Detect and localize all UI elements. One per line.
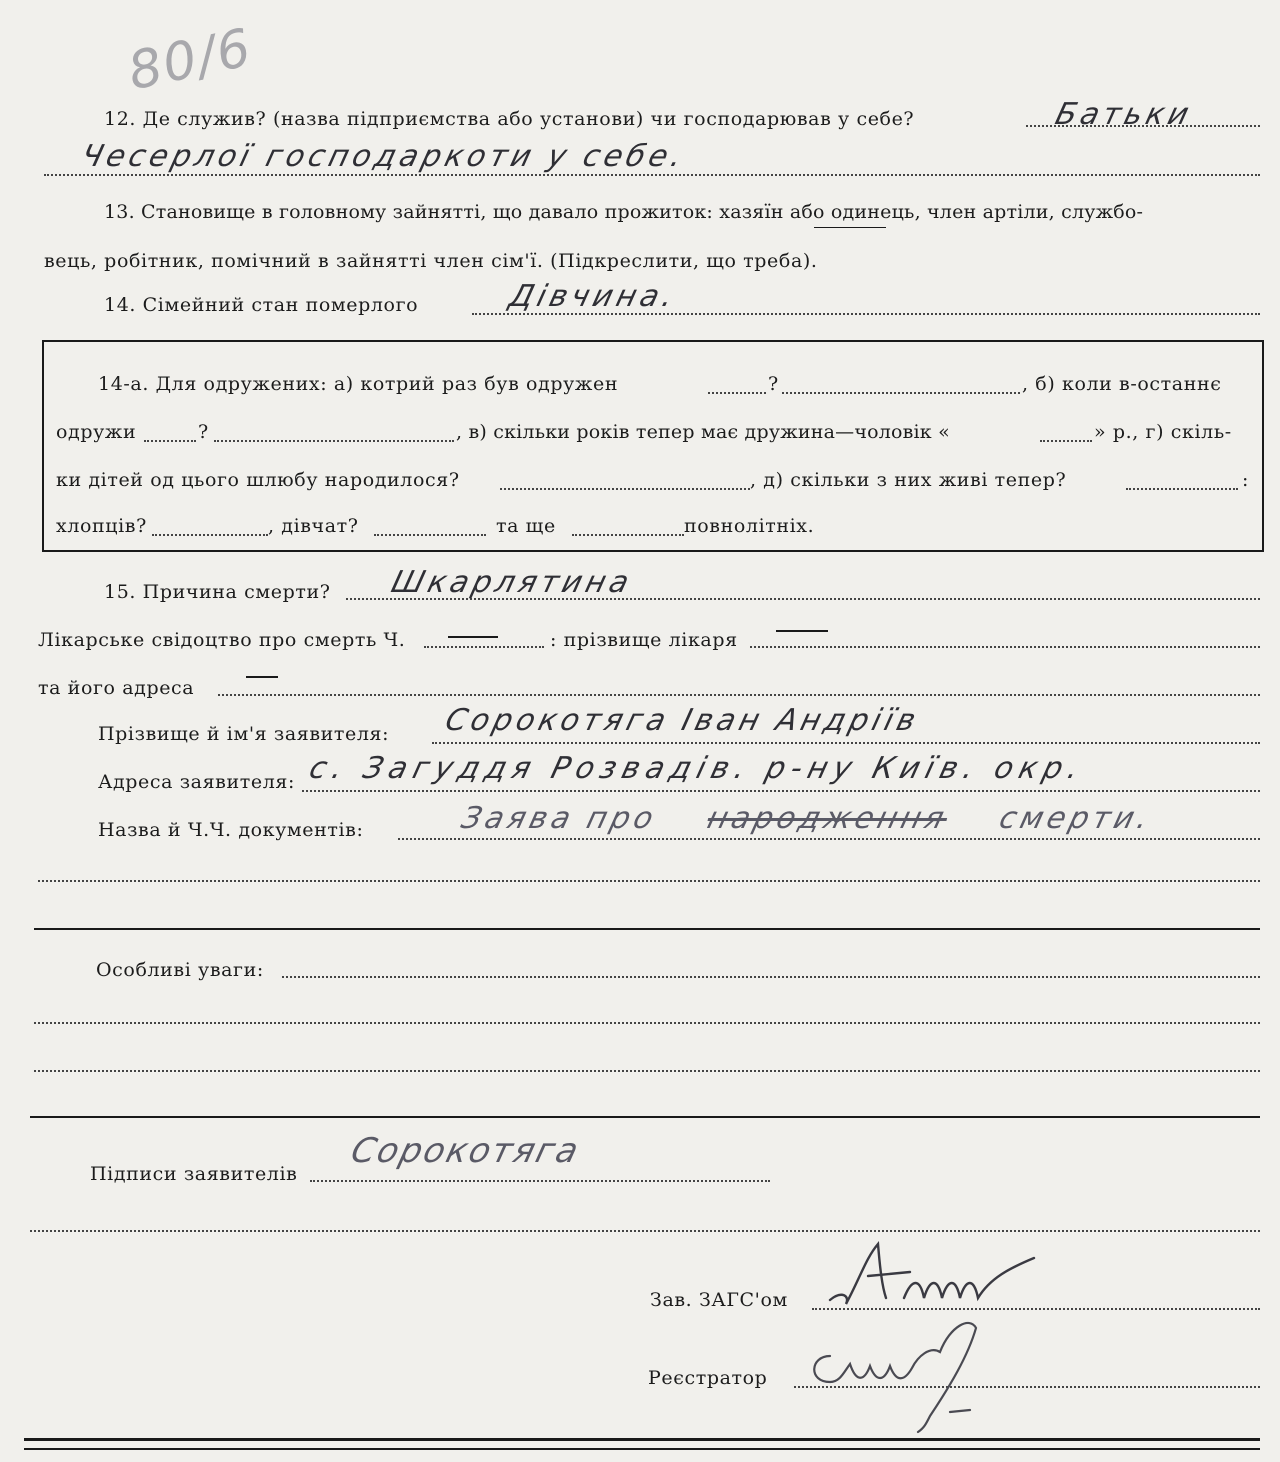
head-zags-label: Зав. ЗАГС'ом bbox=[650, 1289, 788, 1311]
q14a-line3-b: , д) скільки з них живі тепер? bbox=[750, 469, 1067, 491]
documents-value-struck: народження bbox=[703, 801, 952, 836]
cert-label: Лікарське свідоцтво про смерть Ч. bbox=[38, 629, 406, 651]
q13-line-1: 13. Становище в головному зайнятті, що давало прожиток: хазяїн або одинець, член артіли, службо- bbox=[104, 201, 1144, 223]
registrar-label: Реєстратор bbox=[648, 1367, 768, 1389]
applicant-address-value: с. Загуддя Розвадів. р-ну Київ. окр. bbox=[305, 751, 1089, 786]
applicant-name-line[interactable] bbox=[432, 742, 1260, 744]
bottom-rule-2 bbox=[24, 1448, 1260, 1450]
q15-label: 15. Причина смерти? bbox=[104, 581, 331, 603]
khaziain-underline bbox=[814, 227, 886, 228]
bottom-rule-1 bbox=[24, 1438, 1260, 1441]
applicant-signatures-label: Підписи заявителів bbox=[90, 1163, 298, 1185]
q14-label: 14. Сімейний стан померлого bbox=[104, 294, 419, 316]
q14a-children-born[interactable] bbox=[500, 488, 750, 490]
q12-answer-line-2[interactable] bbox=[44, 174, 1260, 176]
q14a-children-alive[interactable] bbox=[1126, 488, 1238, 490]
married-section-box bbox=[42, 340, 1264, 552]
q14a-girls[interactable] bbox=[374, 534, 486, 536]
q14a-line4-c: та ще bbox=[496, 515, 556, 537]
q14-answer: Дівчина. bbox=[505, 279, 681, 314]
documents-line[interactable] bbox=[398, 838, 1260, 840]
documents-value-2: смерти. bbox=[995, 801, 1156, 836]
documents-value-1: Заява про bbox=[457, 801, 661, 836]
q14a-times-married[interactable] bbox=[708, 392, 766, 394]
doctor-label: : прізвище лікаря bbox=[550, 629, 738, 651]
doctor-address-label: та його адреса bbox=[38, 677, 195, 699]
q14a-line1-b: ? bbox=[768, 373, 779, 395]
doctor-address-line[interactable] bbox=[218, 694, 1260, 696]
q14a-line4-a: хлопців? bbox=[56, 515, 147, 537]
q14a-line3-a: ки дітей од цього шлюбу народилося? bbox=[56, 469, 460, 491]
q14a-when-married[interactable] bbox=[144, 440, 196, 442]
q14a-line4-b: , дівчат? bbox=[268, 515, 359, 537]
q14a-boys[interactable] bbox=[152, 534, 268, 536]
q12-answer-1: Батьки bbox=[1051, 97, 1197, 132]
applicant-signature: Сорокотяга bbox=[347, 1131, 585, 1171]
q12-answer-2: Чесерлої господаркоти у себе. bbox=[77, 139, 690, 174]
remarks-line-1[interactable] bbox=[282, 976, 1260, 978]
address-dash bbox=[246, 676, 278, 678]
q13-line-2: вець, робітник, помічний в зайнятті член сім'ї. (Підкреслити, що треба). bbox=[44, 250, 818, 272]
q14a-line2-d: » р., г) скіль- bbox=[1094, 421, 1232, 443]
q14a-spouse-age[interactable] bbox=[1040, 440, 1092, 442]
q14a-when-married-2[interactable] bbox=[214, 440, 454, 442]
documents-label: Назва й Ч.Ч. документів: bbox=[98, 819, 364, 841]
q14a-adults[interactable] bbox=[572, 534, 684, 536]
extra-line-1[interactable] bbox=[38, 880, 1260, 882]
q14a-line4-d: повнолітніх. bbox=[684, 515, 815, 537]
pencil-margin-note: 80/6 bbox=[123, 17, 258, 103]
applicant-name-value: Сорокотяга Іван Андріїв bbox=[441, 703, 924, 738]
registrar-signature bbox=[800, 1316, 1000, 1436]
doctor-name-line[interactable] bbox=[750, 646, 1260, 648]
q14a-line1-a: 14-а. Для одружених: а) котрий раз був одружен bbox=[98, 373, 619, 395]
q14a-line2-c: , в) скільки років тепер має дружина—чоловік « bbox=[456, 421, 950, 443]
q14a-line1-c: , б) коли в-останнє bbox=[1022, 373, 1222, 395]
applicant-signature-line-2[interactable] bbox=[30, 1230, 1260, 1232]
remarks-line-2[interactable] bbox=[34, 1022, 1260, 1024]
doctor-dash bbox=[776, 630, 828, 632]
remarks-label: Особливі уваги: bbox=[96, 959, 264, 981]
cert-dash bbox=[448, 636, 498, 638]
applicant-address-line[interactable] bbox=[302, 790, 1260, 792]
q14a-last-married[interactable] bbox=[782, 392, 1020, 394]
remarks-line-3[interactable] bbox=[34, 1070, 1260, 1072]
applicant-address-label: Адреса заявителя: bbox=[98, 771, 295, 793]
q14a-line2-b: ? bbox=[198, 421, 209, 443]
head-zags-signature bbox=[820, 1238, 1060, 1318]
q15-answer: Шкарлятина bbox=[387, 565, 637, 600]
cert-number-line[interactable] bbox=[424, 646, 544, 648]
applicant-signature-line[interactable] bbox=[310, 1180, 770, 1182]
q14a-line2-a: одружи bbox=[56, 421, 137, 443]
section-rule-1 bbox=[34, 928, 1260, 930]
section-rule-2 bbox=[30, 1116, 1260, 1118]
q12-label: 12. Де служив? (назва підприємства або установи) чи господарював у себе? bbox=[104, 108, 915, 130]
q14a-line3-c: : bbox=[1242, 469, 1250, 491]
applicant-name-label: Прізвище й ім'я заявителя: bbox=[98, 723, 390, 745]
